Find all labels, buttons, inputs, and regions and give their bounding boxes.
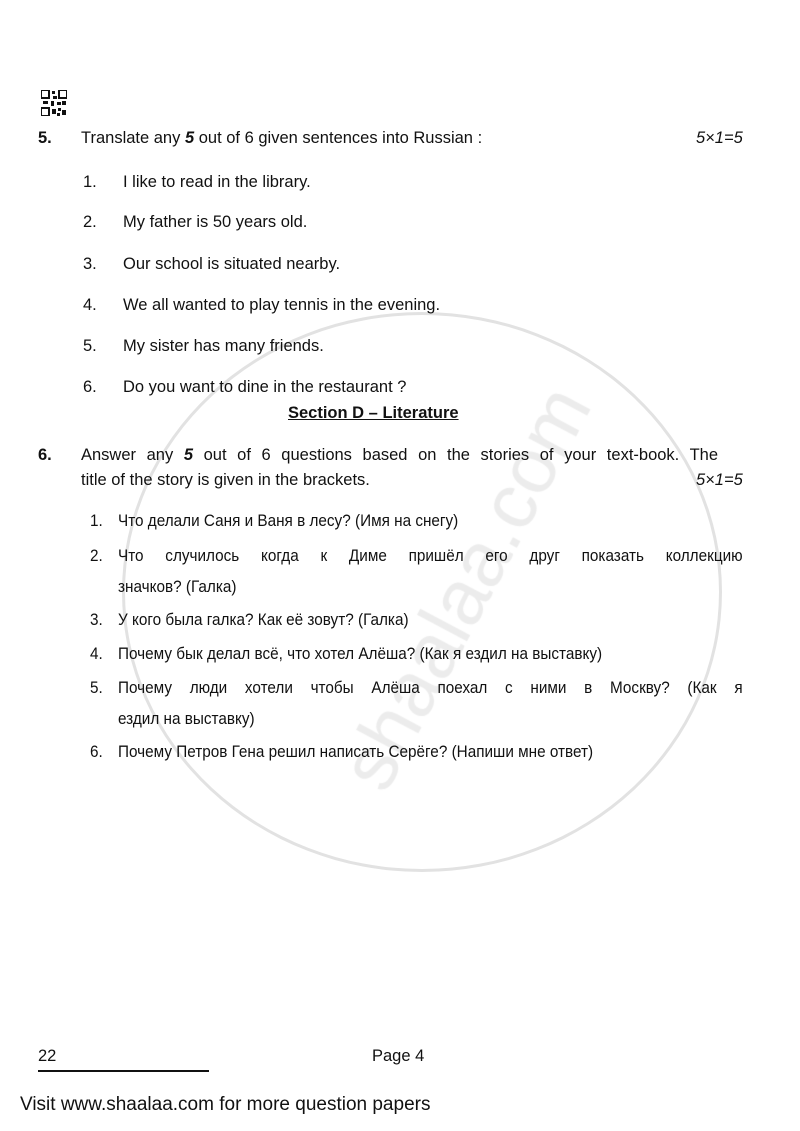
q6-prompt-text: Answer any xyxy=(81,446,184,464)
q5-prompt-count: 5 xyxy=(184,129,195,147)
q5-item-number: 6. xyxy=(83,378,97,396)
q5-item-number: 5. xyxy=(83,337,97,355)
q6-item-number: 1. xyxy=(90,511,103,530)
q6-item-text-cont: значков? (Галка) xyxy=(118,577,237,596)
q5-marks: 5×1=5 xyxy=(696,129,743,147)
q5-prompt-text-end: out of 6 given sentences into Russian : xyxy=(194,129,483,147)
q6-item-text: Что случилось когда к Диме пришёл его друг показать коллекцию xyxy=(118,546,743,565)
q6-marks: 5×1=5 xyxy=(696,471,743,489)
q6-number: 6. xyxy=(38,446,52,464)
q6-item-number: 6. xyxy=(90,742,103,761)
q6-prompt-line2: title of the story is given in the brackets. xyxy=(81,471,370,489)
q5-prompt-text: Translate any xyxy=(81,129,185,147)
q5-item-number: 4. xyxy=(83,296,97,314)
q5-prompt xyxy=(81,128,482,148)
q5-item-text: My father is 50 years old. xyxy=(123,213,308,231)
q5-item-number: 1. xyxy=(83,173,97,191)
q6-item-text: Почему Петров Гена решил написать Серёге? (Напиши мне ответ) xyxy=(118,742,594,761)
q6-prompt-line1 xyxy=(81,445,718,465)
q5-item-text: We all wanted to play tennis in the evening. xyxy=(123,296,441,314)
q6-item-text: У кого была галка? Как её зовут? (Галка) xyxy=(118,610,409,629)
q6-item-text: Почему люди хотели чтобы Алёша поехал с ними в Москву? (Как я xyxy=(118,678,743,697)
q6-item-number: 5. xyxy=(90,678,103,697)
q6-item-number: 2. xyxy=(90,546,103,565)
q6-prompt-count: 5 xyxy=(183,446,194,464)
section-heading: Section D – Literature xyxy=(288,404,459,422)
q6-item-number: 4. xyxy=(90,644,103,663)
q6-item-text-cont: ездил на выставку) xyxy=(118,709,255,728)
q5-number: 5. xyxy=(38,129,52,147)
q6-item-number: 3. xyxy=(90,610,103,629)
q6-prompt-text-end: out of 6 questions based on the stories of your text-book. The xyxy=(193,446,718,464)
page-number: Page 4 xyxy=(372,1047,425,1065)
paper-code: 22 xyxy=(38,1047,57,1065)
qr-code-icon xyxy=(41,90,67,116)
q5-item-text: Do you want to dine in the restaurant ? xyxy=(123,378,407,396)
q5-item-text: I like to read in the library. xyxy=(123,173,311,191)
q5-item-text: Our school is situated nearby. xyxy=(123,255,341,273)
footer-rule xyxy=(38,1070,209,1072)
q6-item-text: Почему бык делал всё, что хотел Алёша? (Как я ездил на выставку) xyxy=(118,644,603,663)
q5-item-number: 3. xyxy=(83,255,97,273)
q5-item-text: My sister has many friends. xyxy=(123,337,324,355)
q6-item-text: Что делали Саня и Ваня в лесу? (Имя на снегу) xyxy=(118,511,459,530)
visit-link[interactable]: Visit www.shaalaa.com for more question papers xyxy=(20,1094,431,1115)
q5-item-number: 2. xyxy=(83,213,97,231)
